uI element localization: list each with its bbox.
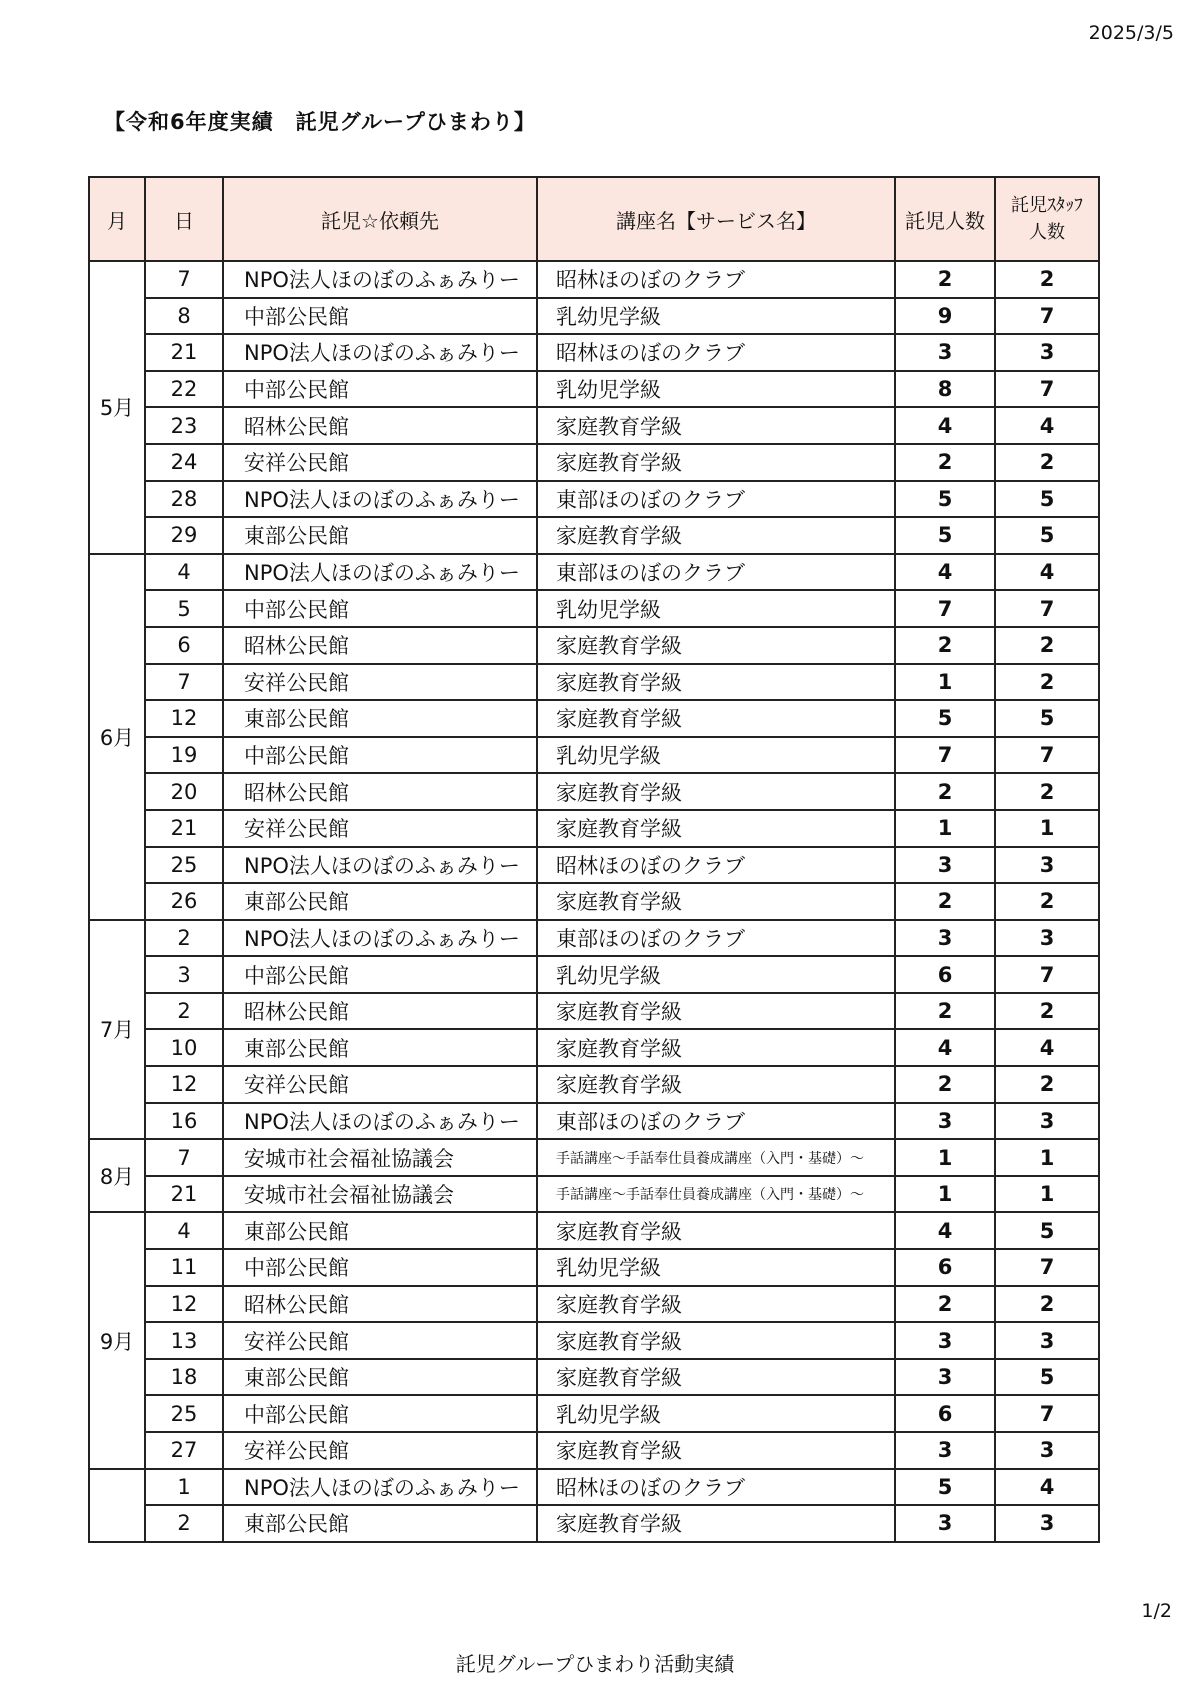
staff-count-cell: 2 [995,1066,1099,1103]
requester-cell: 東部公民館 [223,517,537,554]
table-row [89,1322,1099,1359]
requester-cell: 安祥公民館 [223,810,537,847]
course-cell: 家庭教育学級 [537,810,895,847]
children-count-cell: 2 [895,993,995,1030]
table-row [89,664,1099,701]
page-number: 1/2 [1141,1600,1172,1622]
staff-count-cell: 2 [995,883,1099,920]
children-count-cell: 3 [895,920,995,957]
header-requester: 託児☆依頼先 [223,177,537,261]
course-cell: 家庭教育学級 [537,1359,895,1396]
children-count-cell: 4 [895,554,995,591]
day-cell: 12 [145,1286,223,1323]
requester-cell: 安祥公民館 [223,664,537,701]
requester-cell: 中部公民館 [223,590,537,627]
requester-cell: 昭林公民館 [223,773,537,810]
staff-count-cell: 3 [995,1505,1099,1542]
staff-count-cell: 4 [995,407,1099,444]
requester-cell: 昭林公民館 [223,627,537,664]
requester-cell: NPO法人ほのぼのふぁみりー [223,261,537,298]
day-cell: 24 [145,444,223,481]
requester-cell: 中部公民館 [223,1395,537,1432]
day-cell: 26 [145,883,223,920]
requester-cell: 東部公民館 [223,700,537,737]
requester-cell: NPO法人ほのぼのふぁみりー [223,1469,537,1506]
children-count-cell: 5 [895,1469,995,1506]
day-cell: 11 [145,1249,223,1286]
staff-count-cell: 5 [995,1359,1099,1396]
course-cell: 家庭教育学級 [537,627,895,664]
requester-cell: NPO法人ほのぼのふぁみりー [223,847,537,884]
table-row [89,847,1099,884]
table-row [89,883,1099,920]
staff-count-cell: 4 [995,554,1099,591]
header-staff-line1: 託児ｽﾀｯﾌ [1011,195,1083,216]
course-cell: 家庭教育学級 [537,407,895,444]
course-cell: 乳幼児学級 [537,1249,895,1286]
children-count-cell: 4 [895,407,995,444]
children-count-cell: 4 [895,1029,995,1066]
staff-count-cell: 4 [995,1469,1099,1506]
requester-cell: 東部公民館 [223,1505,537,1542]
staff-count-cell: 7 [995,590,1099,627]
children-count-cell: 2 [895,261,995,298]
month-cell: 6月 [89,554,145,920]
table-row [89,590,1099,627]
children-count-cell: 2 [895,444,995,481]
children-count-cell: 1 [895,810,995,847]
day-cell: 21 [145,334,223,371]
children-count-cell: 2 [895,773,995,810]
course-cell: 乳幼児学級 [537,371,895,408]
table-row [89,481,1099,518]
requester-cell: 東部公民館 [223,1359,537,1396]
staff-count-cell: 7 [995,737,1099,774]
day-cell: 2 [145,993,223,1030]
table-row [89,1432,1099,1469]
requester-cell: NPO法人ほのぼのふぁみりー [223,481,537,518]
requester-cell: 東部公民館 [223,883,537,920]
children-count-cell: 1 [895,1176,995,1213]
requester-cell: 安城市社会福祉協議会 [223,1176,537,1213]
header-staff-line2: 人数 [1029,222,1065,243]
table-row [89,371,1099,408]
staff-count-cell: 7 [995,956,1099,993]
table-row [89,1469,1099,1506]
requester-cell: 東部公民館 [223,1212,537,1249]
staff-count-cell: 3 [995,920,1099,957]
table-row [89,407,1099,444]
staff-count-cell: 5 [995,700,1099,737]
header-day: 日 [145,177,223,261]
table-row [89,298,1099,335]
children-count-cell: 7 [895,590,995,627]
day-cell: 8 [145,298,223,335]
course-cell: 手話講座～手話奉仕員養成講座（入門・基礎）～ [537,1139,895,1176]
course-cell: 家庭教育学級 [537,1066,895,1103]
day-cell: 3 [145,956,223,993]
staff-count-cell: 5 [995,481,1099,518]
header-staff-count [995,177,1099,261]
staff-count-cell: 7 [995,1249,1099,1286]
children-count-cell: 9 [895,298,995,335]
table-row [89,1212,1099,1249]
staff-count-cell: 1 [995,1176,1099,1213]
requester-cell: 中部公民館 [223,737,537,774]
staff-count-cell: 2 [995,664,1099,701]
header-course: 講座名【サービス名】 [537,177,895,261]
staff-count-cell: 3 [995,1322,1099,1359]
children-count-cell: 3 [895,1505,995,1542]
table-row [89,1139,1099,1176]
children-count-cell: 6 [895,1395,995,1432]
course-cell: 家庭教育学級 [537,517,895,554]
course-cell: 家庭教育学級 [537,444,895,481]
day-cell: 4 [145,554,223,591]
staff-count-cell: 1 [995,810,1099,847]
table-row [89,810,1099,847]
children-count-cell: 5 [895,517,995,554]
course-cell: 家庭教育学級 [537,993,895,1030]
month-cell [89,1469,145,1542]
table-row [89,993,1099,1030]
day-cell: 21 [145,810,223,847]
course-cell: 東部ほのぼのクラブ [537,481,895,518]
staff-count-cell: 2 [995,261,1099,298]
staff-count-cell: 3 [995,1103,1099,1140]
requester-cell: NPO法人ほのぼのふぁみりー [223,920,537,957]
day-cell: 25 [145,847,223,884]
requester-cell: 昭林公民館 [223,1286,537,1323]
table-row [89,1249,1099,1286]
activity-table [88,176,1100,1543]
staff-count-cell: 2 [995,993,1099,1030]
header-children-count: 託児人数 [895,177,995,261]
table-row [89,1176,1099,1213]
course-cell: 東部ほのぼのクラブ [537,1103,895,1140]
day-cell: 18 [145,1359,223,1396]
children-count-cell: 7 [895,737,995,774]
day-cell: 20 [145,773,223,810]
month-cell: 9月 [89,1212,145,1468]
header-month: 月 [89,177,145,261]
course-cell: 家庭教育学級 [537,1432,895,1469]
day-cell: 4 [145,1212,223,1249]
course-cell: 乳幼児学級 [537,298,895,335]
day-cell: 27 [145,1432,223,1469]
children-count-cell: 8 [895,371,995,408]
table-row [89,1286,1099,1323]
table-row [89,1066,1099,1103]
table-row [89,773,1099,810]
course-cell: 家庭教育学級 [537,773,895,810]
day-cell: 2 [145,920,223,957]
children-count-cell: 5 [895,481,995,518]
children-count-cell: 2 [895,1066,995,1103]
course-cell: 東部ほのぼのクラブ [537,554,895,591]
document-title: 【令和6年度実績 託児グループひまわり】 [104,110,536,134]
day-cell: 22 [145,371,223,408]
course-cell: 昭林ほのぼのクラブ [537,334,895,371]
requester-cell: NPO法人ほのぼのふぁみりー [223,554,537,591]
course-cell: 昭林ほのぼのクラブ [537,1469,895,1506]
children-count-cell: 2 [895,883,995,920]
day-cell: 21 [145,1176,223,1213]
table-row [89,1505,1099,1542]
course-cell: 家庭教育学級 [537,1286,895,1323]
children-count-cell: 3 [895,334,995,371]
table-row [89,554,1099,591]
day-cell: 13 [145,1322,223,1359]
table-row [89,1103,1099,1140]
course-cell: 家庭教育学級 [537,883,895,920]
day-cell: 19 [145,737,223,774]
day-cell: 6 [145,627,223,664]
course-cell: 家庭教育学級 [537,700,895,737]
day-cell: 16 [145,1103,223,1140]
staff-count-cell: 7 [995,1395,1099,1432]
staff-count-cell: 4 [995,1029,1099,1066]
children-count-cell: 5 [895,700,995,737]
day-cell: 28 [145,481,223,518]
course-cell: 乳幼児学級 [537,1395,895,1432]
course-cell: 乳幼児学級 [537,956,895,993]
course-cell: 乳幼児学級 [537,590,895,627]
table-row [89,1359,1099,1396]
table-row [89,920,1099,957]
course-cell: 家庭教育学級 [537,1322,895,1359]
requester-cell: 安城市社会福祉協議会 [223,1139,537,1176]
table-row [89,517,1099,554]
table-header-row [89,177,1099,261]
day-cell: 2 [145,1505,223,1542]
children-count-cell: 2 [895,627,995,664]
requester-cell: 中部公民館 [223,956,537,993]
table-row [89,737,1099,774]
requester-cell: 中部公民館 [223,298,537,335]
requester-cell: 安祥公民館 [223,1066,537,1103]
month-cell: 7月 [89,920,145,1140]
table-row [89,627,1099,664]
staff-count-cell: 7 [995,371,1099,408]
table-row [89,956,1099,993]
course-cell: 乳幼児学級 [537,737,895,774]
table-row [89,334,1099,371]
month-cell: 8月 [89,1139,145,1212]
date-stamp: 2025/3/5 [1088,22,1174,44]
staff-count-cell: 2 [995,1286,1099,1323]
staff-count-cell: 3 [995,334,1099,371]
footer-caption: 託児グループひまわり活動実績 [455,1652,735,1676]
table-row [89,1395,1099,1432]
staff-count-cell: 5 [995,517,1099,554]
table-row [89,700,1099,737]
staff-count-cell: 1 [995,1139,1099,1176]
staff-count-cell: 7 [995,298,1099,335]
staff-count-cell: 5 [995,1212,1099,1249]
requester-cell: 東部公民館 [223,1029,537,1066]
children-count-cell: 3 [895,1322,995,1359]
staff-count-cell: 2 [995,773,1099,810]
day-cell: 25 [145,1395,223,1432]
course-cell: 家庭教育学級 [537,1505,895,1542]
children-count-cell: 4 [895,1212,995,1249]
day-cell: 10 [145,1029,223,1066]
requester-cell: NPO法人ほのぼのふぁみりー [223,334,537,371]
staff-count-cell: 3 [995,847,1099,884]
children-count-cell: 3 [895,1432,995,1469]
course-cell: 昭林ほのぼのクラブ [537,847,895,884]
requester-cell: 安祥公民館 [223,1432,537,1469]
day-cell: 23 [145,407,223,444]
staff-count-cell: 3 [995,1432,1099,1469]
day-cell: 7 [145,664,223,701]
month-cell: 5月 [89,261,145,554]
requester-cell: 安祥公民館 [223,1322,537,1359]
children-count-cell: 6 [895,1249,995,1286]
staff-count-cell: 2 [995,444,1099,481]
children-count-cell: 3 [895,847,995,884]
requester-cell: 中部公民館 [223,1249,537,1286]
children-count-cell: 3 [895,1103,995,1140]
children-count-cell: 1 [895,1139,995,1176]
requester-cell: 安祥公民館 [223,444,537,481]
course-cell: 家庭教育学級 [537,664,895,701]
requester-cell: 中部公民館 [223,371,537,408]
course-cell: 家庭教育学級 [537,1029,895,1066]
day-cell: 12 [145,1066,223,1103]
requester-cell: NPO法人ほのぼのふぁみりー [223,1103,537,1140]
children-count-cell: 6 [895,956,995,993]
table-row [89,261,1099,298]
requester-cell: 昭林公民館 [223,993,537,1030]
course-cell: 手話講座～手話奉仕員養成講座（入門・基礎）～ [537,1176,895,1213]
children-count-cell: 1 [895,664,995,701]
children-count-cell: 2 [895,1286,995,1323]
table-body [89,261,1099,1542]
day-cell: 1 [145,1469,223,1506]
day-cell: 29 [145,517,223,554]
day-cell: 12 [145,700,223,737]
course-cell: 家庭教育学級 [537,1212,895,1249]
day-cell: 7 [145,1139,223,1176]
table-row [89,1029,1099,1066]
course-cell: 東部ほのぼのクラブ [537,920,895,957]
day-cell: 7 [145,261,223,298]
children-count-cell: 3 [895,1359,995,1396]
day-cell: 5 [145,590,223,627]
table-row [89,444,1099,481]
staff-count-cell: 2 [995,627,1099,664]
course-cell: 昭林ほのぼのクラブ [537,261,895,298]
requester-cell: 昭林公民館 [223,407,537,444]
